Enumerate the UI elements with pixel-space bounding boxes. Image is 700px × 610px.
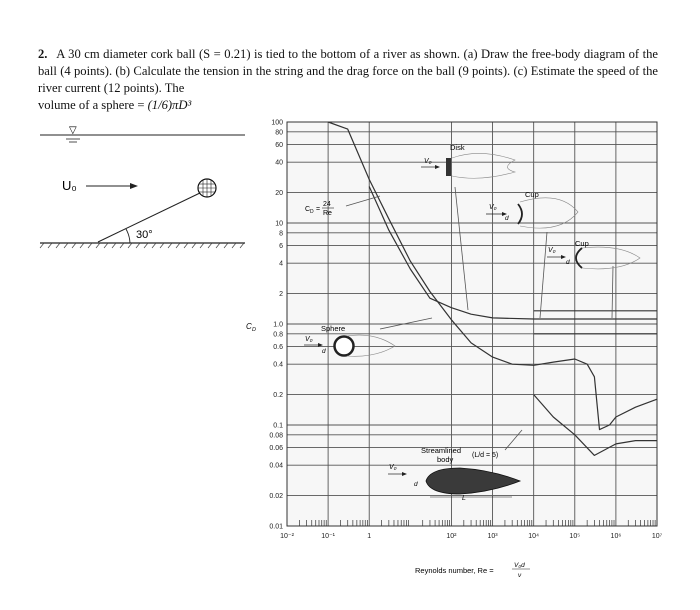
x-tick-label: 10²: [446, 533, 457, 540]
streamlined-body-label: body: [437, 455, 454, 464]
sphere-label: Sphere: [321, 324, 346, 333]
river-sketch: [40, 125, 245, 248]
cd-axis-title: [246, 322, 256, 333]
y-tick-label: 6: [279, 242, 283, 250]
y-tick-label: 0.04: [269, 462, 283, 470]
stream-d: d: [414, 481, 418, 488]
stokes-cd-sub: D: [310, 209, 314, 215]
angle-arc: [126, 229, 130, 243]
stream-v0: V₀: [389, 464, 397, 471]
y-tick-label: 8: [279, 230, 283, 238]
re-axis-numerator: V₀d: [514, 562, 525, 569]
cup-label-2: Cup: [575, 239, 589, 248]
y-tick-label: 0.08: [269, 432, 283, 440]
re-axis-label: Reynolds number, Re =: [415, 566, 494, 575]
x-tick-label: 10⁻¹: [321, 533, 336, 540]
cd-axis-label: C: [246, 322, 252, 331]
y-tick-label: 4: [279, 260, 283, 268]
y-tick-label: 0.01: [269, 523, 283, 531]
velocity-arrow-head: [130, 183, 138, 189]
y-tick-label: 0.1: [273, 422, 283, 430]
problem-number: 2.: [38, 47, 48, 61]
y-tick-label: 100: [271, 119, 283, 127]
disk-shape: [446, 158, 451, 176]
problem-text: A 30 cm diameter cork ball (S = 0.21) is tied to the bottom of a river as shown. (a) Draw the free-body diagram of the ball (4 points). (b) Calculate the tension in the string and the drag force on the ball (9 points). (c) Estimate the speed of the river current (12 points). The: [38, 47, 658, 95]
y-tick-label: 0.02: [269, 493, 283, 501]
y-tick-label: 0.2: [273, 392, 283, 400]
y-tick-label: 0.6: [273, 343, 283, 351]
x-tick-label: 10⁷: [651, 533, 663, 540]
volume-formula: (1/6)πD³: [147, 98, 192, 112]
y-tick-label: 60: [275, 141, 283, 149]
angle-label: 30°: [136, 229, 153, 241]
re-axis-title: [415, 562, 530, 579]
y-tick-label: 2: [279, 291, 283, 299]
cup1-d: d: [505, 215, 509, 222]
y-tick-label: 0.06: [269, 444, 283, 452]
cup2-v0: V₀: [548, 247, 556, 254]
disk-label: Disk: [450, 143, 465, 152]
sphere-d: d: [322, 348, 326, 355]
stokes-cd: C: [305, 206, 311, 213]
y-tick-label: 20: [275, 190, 283, 198]
y-tick-label: 0.4: [273, 361, 283, 369]
x-tick-label: 10⁻²: [280, 533, 294, 540]
sphere-v0: V₀: [305, 336, 313, 343]
x-tick-label: 10⁵: [569, 533, 581, 540]
svg-text:=: =: [316, 206, 321, 213]
cup-label-1: Cup: [525, 190, 539, 199]
cup2-d: d: [566, 259, 570, 266]
x-tick-label: 10⁶: [610, 533, 622, 540]
y-tick-label: 1.0: [273, 321, 283, 329]
cd-axis-sub: D: [252, 327, 256, 333]
volume-prefix: volume of a sphere =: [38, 98, 148, 112]
x-tick-label: 10³: [487, 533, 498, 540]
y-tick-label: 40: [275, 159, 283, 167]
velocity-label: U₀: [62, 178, 77, 193]
cup1-v0: V₀: [489, 204, 497, 211]
river-bottom-hatch: [40, 243, 244, 248]
x-tick-label: 1: [367, 533, 372, 540]
y-tick-label: 10: [275, 220, 283, 228]
disk-v0: V₀: [424, 158, 432, 165]
y-tick-label: 80: [275, 129, 283, 137]
sphere-shape: [335, 337, 354, 356]
drag-coefficient-chart: [246, 120, 663, 580]
stokes-numerator: 24: [323, 201, 331, 208]
streamlined-label: Streamlined: [421, 446, 462, 455]
y-tick-label: 0.8: [273, 331, 283, 339]
ld-ratio: (L/d = 5): [472, 452, 499, 459]
stream-L: L: [462, 495, 466, 502]
re-axis-denominator: ν: [518, 572, 522, 579]
x-tick-label: 10⁴: [528, 533, 540, 540]
stokes-denominator: Re: [323, 210, 332, 217]
water-level-symbol: ▽: [69, 125, 77, 136]
